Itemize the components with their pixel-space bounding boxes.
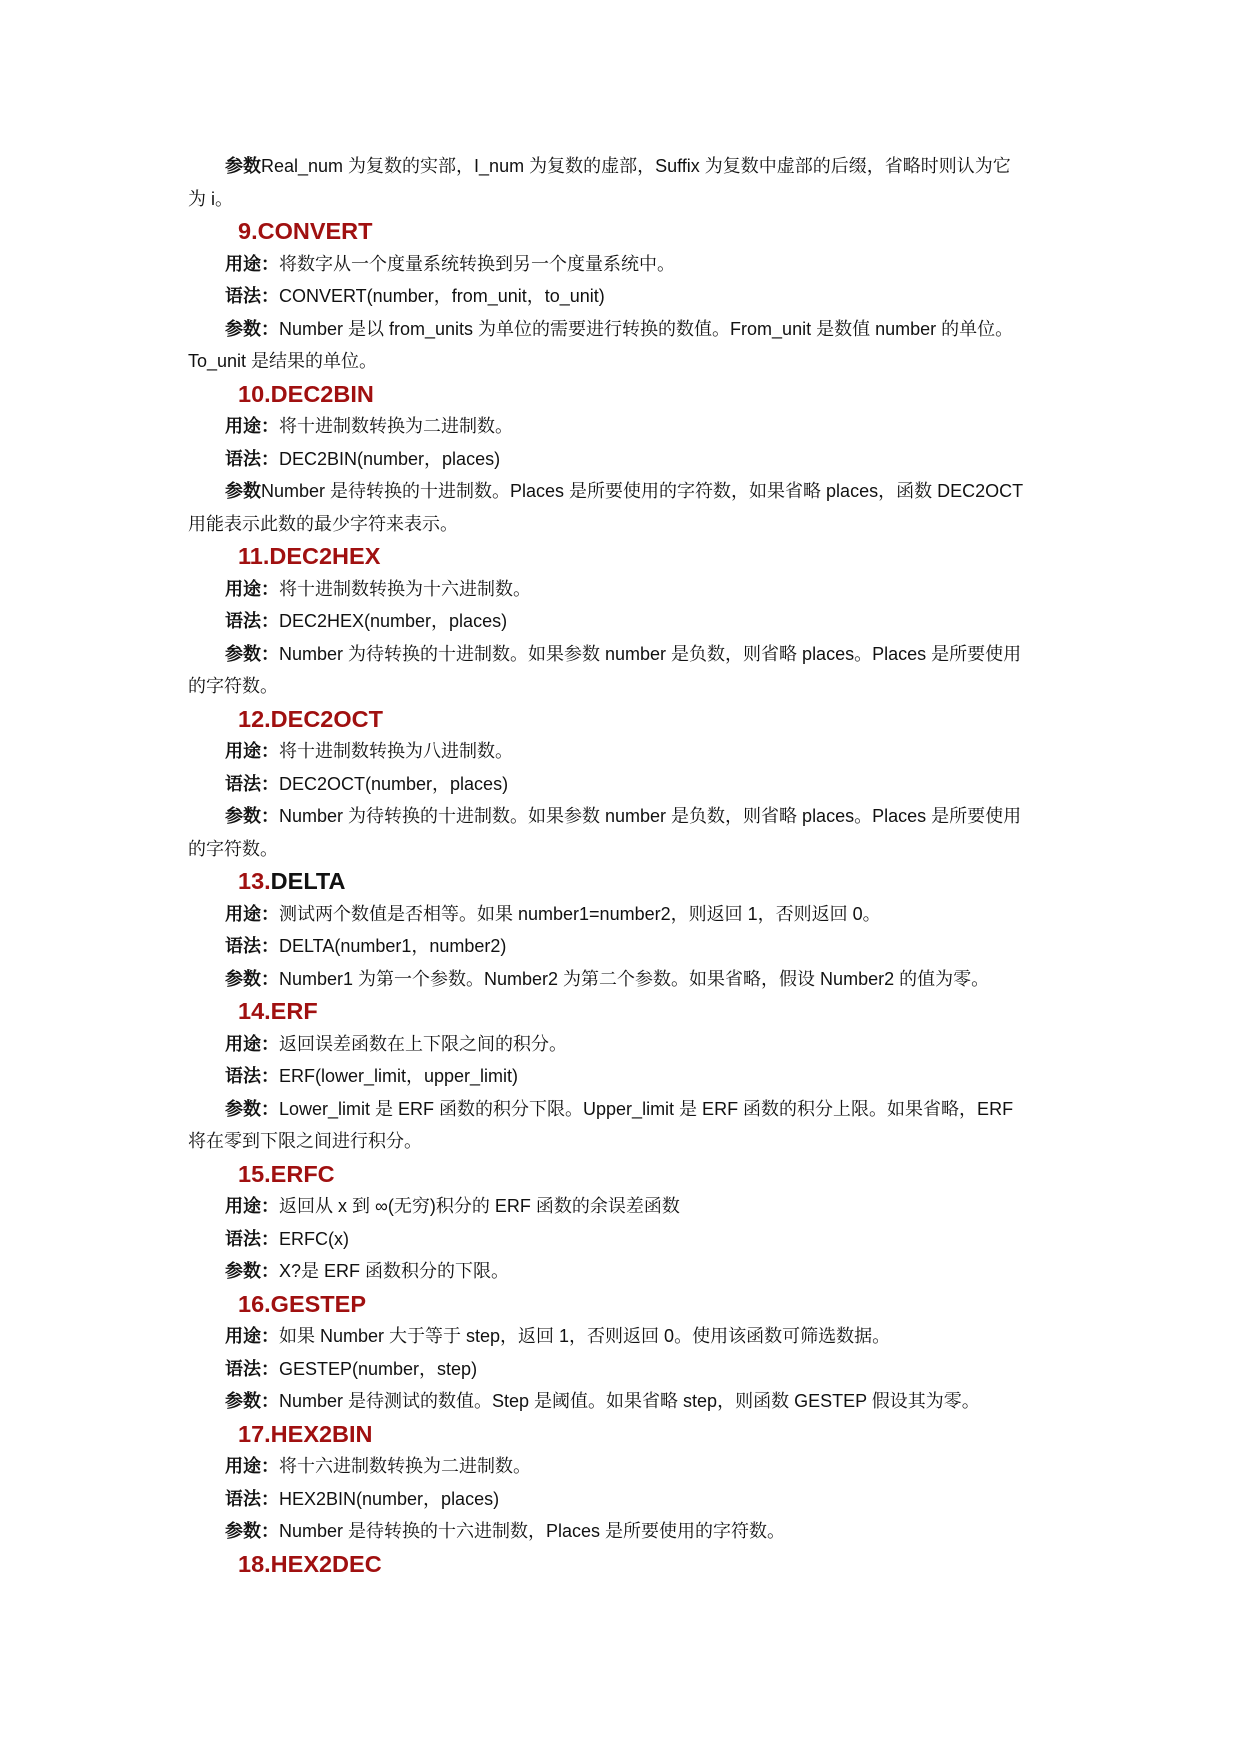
paragraph-line <box>188 410 1058 443</box>
section-heading <box>188 1158 1058 1191</box>
paragraph-line <box>188 800 1058 833</box>
section-number: 18. <box>238 1550 271 1577</box>
function-name: ERF <box>270 998 318 1024</box>
paragraph-line <box>188 150 1058 183</box>
field-text: 如果 Number 大于等于 step，返回 1，否则返回 0。使用该函数可筛选数据。 <box>279 1326 891 1346</box>
function-name: GESTEP <box>270 1290 367 1317</box>
function-name: DELTA <box>270 868 346 894</box>
field-text: DEC2BIN(number，places) <box>279 448 501 469</box>
paragraph-line <box>188 475 1058 508</box>
field-text: 返回误差函数在上下限之间的积分。 <box>279 1033 567 1054</box>
paragraph-line <box>188 443 1058 476</box>
continuation-line: To_unit 是结果的单位。 <box>188 351 378 371</box>
field-label: 语法： <box>225 1358 279 1379</box>
field-label: 语法： <box>225 1066 279 1086</box>
field-text: Number 为待转换的十进制数。如果参数 number 是负数，则省略 places。Places 是所要使用 <box>279 643 1022 664</box>
continuation-line: 用能表示此数的最少字符来表示。 <box>188 513 458 534</box>
field-text: ERF(lower_limit，upper_limit) <box>279 1066 519 1086</box>
function-name: CONVERT <box>257 218 373 244</box>
function-name: DEC2BIN <box>270 380 374 407</box>
field-label: 参数： <box>225 1391 279 1411</box>
field-text: 返回从 x 到 ∞(无穷)积分的 ERF 函数的余误差函数 <box>279 1196 680 1216</box>
field-text: 将十进制数转换为二进制数。 <box>279 416 513 436</box>
section-number: 12. <box>238 705 271 732</box>
field-text: CONVERT(number，from_unit，to_unit) <box>279 286 605 306</box>
field-label: 参数 <box>225 156 261 176</box>
field-label: 参数： <box>225 1521 279 1541</box>
section-number: 16. <box>238 1290 271 1317</box>
paragraph-line <box>188 248 1058 281</box>
section-number: 10. <box>238 380 271 407</box>
field-label: 语法： <box>225 448 279 469</box>
section-number: 11. <box>238 543 270 569</box>
field-label: 用途： <box>225 741 279 761</box>
field-text: 将十进制数转换为十六进制数。 <box>279 578 531 599</box>
field-text: 将数字从一个度量系统转换到另一个度量系统中。 <box>279 253 675 274</box>
paragraph-line <box>188 573 1058 606</box>
section-heading <box>188 1418 1058 1451</box>
function-name: DEC2OCT <box>270 705 383 732</box>
paragraph-line <box>188 1028 1058 1061</box>
function-name: DEC2HEX <box>269 543 381 569</box>
section-number: 14. <box>238 998 271 1024</box>
function-name: ERFC <box>270 1160 335 1187</box>
field-text: DEC2OCT(number，places) <box>279 773 509 794</box>
field-text: Number1 为第一个参数。Number2 为第二个参数。如果省略，假设 Number2 的值为零。 <box>279 968 990 989</box>
field-label: 用途： <box>225 1456 279 1476</box>
section-number: 9. <box>238 218 258 244</box>
field-text: HEX2BIN(number，places) <box>279 1488 500 1509</box>
paragraph-line <box>188 1320 1058 1353</box>
paragraph-line <box>188 1450 1058 1483</box>
field-text: ERFC(x) <box>279 1228 349 1249</box>
document-body <box>188 150 1058 1580</box>
paragraph-line <box>188 605 1058 638</box>
field-text: DEC2HEX(number，places) <box>279 611 508 631</box>
paragraph-line <box>188 898 1058 931</box>
field-text: X?是 ERF 函数积分的下限。 <box>279 1261 510 1281</box>
field-text: GESTEP(number，step) <box>279 1358 478 1379</box>
continuation-line: 将在零到下限之间进行积分。 <box>188 1131 422 1151</box>
field-text: Lower_limit 是 ERF 函数的积分下限。Upper_limit 是 ERF 函数的积分上限。如果省略，ERF <box>279 1098 1014 1119</box>
field-text: 将十进制数转换为八进制数。 <box>279 741 513 761</box>
function-name: HEX2BIN <box>270 1420 373 1447</box>
field-label: 参数： <box>225 968 279 989</box>
paragraph-line <box>188 280 1058 313</box>
field-label: 用途： <box>225 1326 279 1346</box>
field-label: 参数： <box>225 318 279 339</box>
field-label: 参数： <box>225 643 279 664</box>
field-label: 语法： <box>225 611 279 631</box>
section-heading <box>188 215 1058 248</box>
field-text: 测试两个数值是否相等。如果 number1=number2，则返回 1，否则返回 0。 <box>279 903 881 924</box>
continuation-line: 的字符数。 <box>188 838 278 859</box>
paragraph-line <box>188 1060 1058 1093</box>
field-text: Number 是待转换的十进制数。Places 是所要使用的字符数，如果省略 places，函数 DEC2OCT <box>261 481 1024 501</box>
field-label: 语法： <box>225 773 279 794</box>
section-heading <box>188 378 1058 411</box>
continuation-line: 的字符数。 <box>188 676 278 696</box>
section-number: 13. <box>238 868 271 894</box>
paragraph-line <box>188 735 1058 768</box>
field-label: 用途： <box>225 416 279 436</box>
field-text: Number 是待测试的数值。Step 是阈值。如果省略 step，则函数 GESTEP 假设其为零。 <box>279 1391 980 1411</box>
field-label: 语法： <box>225 936 279 956</box>
field-text: DELTA(number1，number2) <box>279 936 507 956</box>
field-label: 语法： <box>225 1488 279 1509</box>
section-heading <box>188 540 1058 573</box>
paragraph-line <box>188 1093 1058 1126</box>
continuation-line: 为 i。 <box>188 188 233 209</box>
field-label: 语法： <box>225 286 279 306</box>
field-label: 用途： <box>225 253 279 274</box>
field-label: 参数： <box>225 806 279 826</box>
paragraph-line <box>188 1385 1058 1418</box>
field-label: 参数： <box>225 1098 279 1119</box>
field-text: Number 为待转换的十进制数。如果参数 number 是负数，则省略 places。Places 是所要使用 <box>279 806 1022 826</box>
field-label: 参数 <box>225 481 261 501</box>
section-heading <box>188 1548 1058 1581</box>
paragraph-line <box>188 313 1058 346</box>
paragraph-line <box>188 768 1058 801</box>
section-heading <box>188 1288 1058 1321</box>
field-text: Real_num 为复数的实部，I_num 为复数的虚部，Suffix 为复数中虚部的后缀，省略时则认为它 <box>261 156 1011 176</box>
section-number: 17. <box>238 1420 271 1447</box>
paragraph-line <box>188 930 1058 963</box>
section-heading <box>188 703 1058 736</box>
field-label: 用途： <box>225 578 279 599</box>
field-label: 用途： <box>225 1196 279 1216</box>
field-text: 将十六进制数转换为二进制数。 <box>279 1456 531 1476</box>
field-label: 参数： <box>225 1261 279 1281</box>
paragraph-line <box>188 1190 1058 1223</box>
paragraph-line <box>188 1353 1058 1386</box>
paragraph-line <box>188 963 1058 996</box>
paragraph-line <box>188 638 1058 671</box>
field-label: 用途： <box>225 903 279 924</box>
field-label: 用途： <box>225 1033 279 1054</box>
paragraph-line <box>188 1483 1058 1516</box>
field-label: 语法： <box>225 1228 279 1249</box>
field-text: Number 是以 from_units 为单位的需要进行转换的数值。From_unit 是数值 number 的单位。 <box>279 318 1014 339</box>
paragraph-line <box>188 1515 1058 1548</box>
section-heading <box>188 995 1058 1028</box>
function-name: HEX2DEC <box>270 1550 382 1577</box>
paragraph-line <box>188 1223 1058 1256</box>
section-heading <box>188 865 1058 898</box>
section-number: 15. <box>238 1160 271 1187</box>
paragraph-line <box>188 1255 1058 1288</box>
field-text: Number 是待转换的十六进制数，Places 是所要使用的字符数。 <box>279 1521 786 1541</box>
